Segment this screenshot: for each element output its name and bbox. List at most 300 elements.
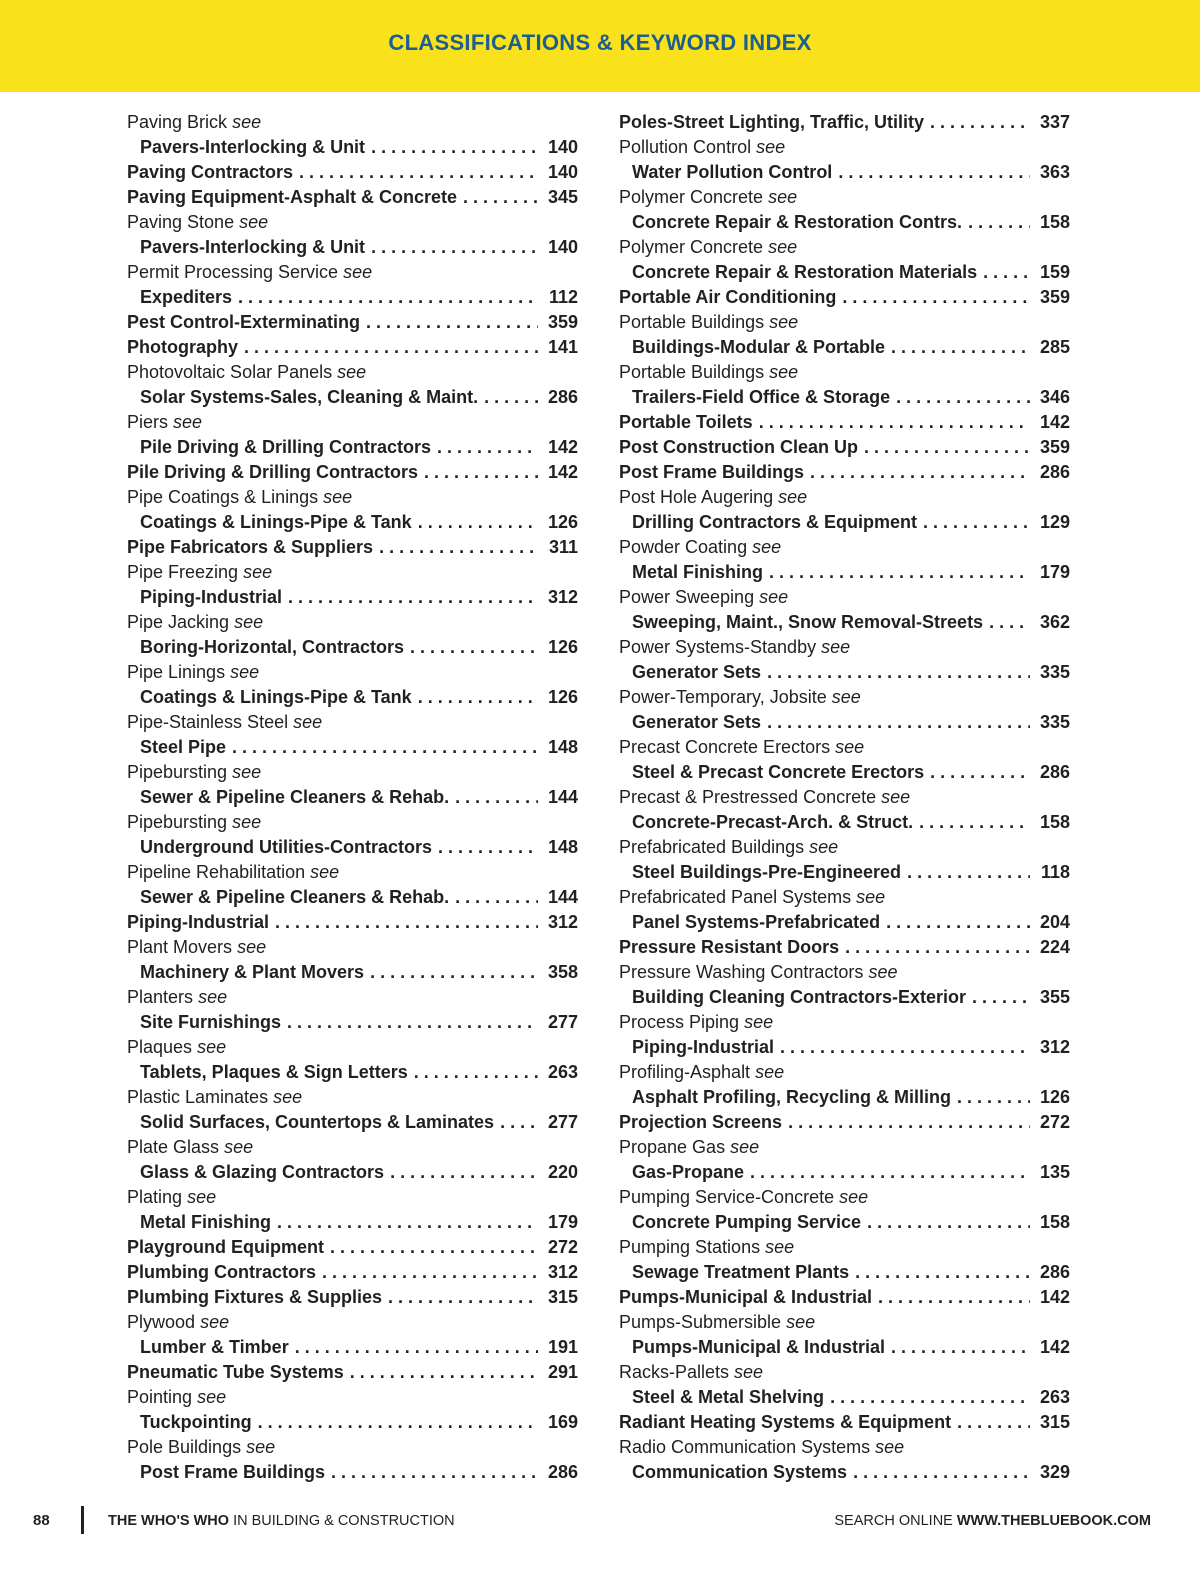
entry-name: Sewer & Pipeline Cleaners & Rehab. [140, 787, 450, 807]
dot-leader [891, 1335, 1030, 1360]
entry-page-number: 359 [547, 312, 578, 332]
entry-name: Pavers-Interlocking & Unit [140, 137, 366, 157]
entry-name: Communication Systems [632, 1462, 848, 1482]
reference-term: Portable Buildings [619, 312, 765, 332]
index-entry[interactable] [619, 510, 1070, 535]
index-entry[interactable] [127, 1235, 578, 1260]
index-entry[interactable] [619, 1160, 1070, 1185]
index-entry[interactable] [619, 210, 1070, 235]
index-entry[interactable] [619, 110, 1070, 135]
index-entry[interactable] [127, 460, 578, 485]
dot-leader [418, 685, 538, 710]
entry-name: Steel & Metal Shelving [632, 1387, 825, 1407]
entry-name: Sewer & Pipeline Cleaners & Rehab. [140, 887, 450, 907]
index-entry[interactable] [619, 710, 1070, 735]
index-entry[interactable] [127, 1460, 578, 1485]
entry-page-number: 142 [1039, 1337, 1070, 1357]
search-online [834, 1513, 1151, 1529]
dot-leader [867, 1210, 1030, 1235]
see-label: see [831, 687, 861, 707]
entry-name: Pneumatic Tube Systems [127, 1362, 344, 1382]
dot-leader [379, 535, 538, 560]
see-label: see [197, 1037, 227, 1057]
index-entry[interactable] [127, 910, 578, 935]
see-label: see [768, 237, 798, 257]
entry-page-number: 329 [1039, 1462, 1070, 1482]
index-entry[interactable] [619, 1460, 1070, 1485]
entry-page-number: 362 [1039, 612, 1070, 632]
see-reference [127, 860, 578, 885]
dot-leader [759, 410, 1030, 435]
index-entry[interactable] [619, 460, 1070, 485]
reference-term: Pollution Control [619, 137, 752, 157]
see-reference [619, 185, 1070, 210]
entry-page-number: 359 [1039, 437, 1070, 457]
index-entry[interactable] [619, 860, 1070, 885]
index-entry[interactable] [619, 335, 1070, 360]
entry-name: Radiant Heating Systems & Equipment [619, 1412, 952, 1432]
index-entry[interactable] [127, 535, 578, 560]
index-entry[interactable] [127, 1360, 578, 1385]
entry-page-number: 159 [1039, 262, 1070, 282]
reference-term: Power Sweeping [619, 587, 755, 607]
entry-page-number: 126 [547, 687, 578, 707]
index-entry[interactable] [619, 435, 1070, 460]
see-label: see [173, 412, 203, 432]
entry-page-number: 141 [547, 337, 578, 357]
index-entry[interactable] [127, 1335, 578, 1360]
see-label: see [744, 1012, 774, 1032]
entry-page-number: 148 [547, 837, 578, 857]
index-entry[interactable] [127, 785, 578, 810]
entry-page-number: 312 [547, 912, 578, 932]
see-reference [619, 1135, 1070, 1160]
see-reference [127, 660, 578, 685]
entry-page-number: 312 [1039, 1037, 1070, 1057]
dot-leader [366, 310, 538, 335]
entry-name: Piping-Industrial [140, 587, 282, 607]
index-entry[interactable] [127, 1410, 578, 1435]
reference-term: Process Piping [619, 1012, 740, 1032]
entry-page-number: 335 [1039, 662, 1070, 682]
see-reference [127, 210, 578, 235]
entry-name: Solid Surfaces, Countertops & Laminates [140, 1112, 495, 1132]
reference-term: Powder Coating [619, 537, 748, 557]
entry-name: Steel & Precast Concrete Erectors [632, 762, 925, 782]
entry-name: Trailers-Field Office & Storage [632, 387, 891, 407]
entry-name: Concrete Repair & Restoration Contrs. [632, 212, 963, 232]
see-label: see [237, 937, 267, 957]
index-entry[interactable] [619, 1085, 1070, 1110]
index-entry[interactable] [127, 385, 578, 410]
dot-leader [438, 835, 538, 860]
entry-page-number: 126 [547, 637, 578, 657]
entry-name: Paving Contractors [127, 162, 294, 182]
entry-name: Pumps-Municipal & Industrial [632, 1337, 886, 1357]
index-entry[interactable] [127, 185, 578, 210]
see-label: see [769, 312, 799, 332]
entry-name: Lumber & Timber [140, 1337, 289, 1357]
index-entry[interactable] [127, 735, 578, 760]
reference-term: Portable Buildings [619, 362, 765, 382]
entry-page-number: 129 [1039, 512, 1070, 532]
entry-page-number: 285 [1039, 337, 1070, 357]
dot-leader [424, 460, 538, 485]
entry-name: Post Frame Buildings [619, 462, 805, 482]
see-reference [127, 1085, 578, 1110]
reference-term: Paving Stone [127, 212, 235, 232]
entry-name: Steel Pipe [140, 737, 227, 757]
entry-page-number: 224 [1039, 937, 1070, 957]
entry-page-number: 142 [1039, 412, 1070, 432]
reference-term: Power Systems-Standby [619, 637, 817, 657]
dot-leader [350, 1360, 538, 1385]
see-reference [127, 610, 578, 635]
dot-leader [484, 385, 538, 410]
dot-leader [390, 1160, 538, 1185]
entry-name: Machinery & Plant Movers [140, 962, 365, 982]
index-entry[interactable] [619, 660, 1070, 685]
entry-page-number: 312 [547, 1262, 578, 1282]
dot-leader [437, 435, 538, 460]
dot-leader [388, 1285, 538, 1310]
dot-leader [842, 285, 1030, 310]
reference-term: Prefabricated Buildings [619, 837, 805, 857]
index-entry[interactable] [619, 560, 1070, 585]
dot-leader [972, 985, 1030, 1010]
see-reference [619, 685, 1070, 710]
dot-leader [923, 510, 1030, 535]
index-entry[interactable] [127, 960, 578, 985]
index-entry[interactable] [619, 1035, 1070, 1060]
index-entry[interactable] [127, 1210, 578, 1235]
index-entry[interactable] [619, 285, 1070, 310]
dot-leader [907, 860, 1030, 885]
index-entry[interactable] [619, 160, 1070, 185]
dot-leader [463, 185, 538, 210]
see-label: see [752, 537, 782, 557]
see-label: see [246, 1437, 276, 1457]
see-reference [619, 785, 1070, 810]
index-entry[interactable] [127, 310, 578, 335]
index-entry[interactable] [619, 610, 1070, 635]
reference-term: Post Hole Augering [619, 487, 774, 507]
dot-leader [418, 510, 538, 535]
see-label: see [809, 837, 839, 857]
index-entry[interactable] [127, 160, 578, 185]
entry-name: Drilling Contractors & Equipment [632, 512, 918, 532]
entry-name: Post Construction Clean Up [619, 437, 859, 457]
reference-term: Plywood [127, 1312, 196, 1332]
entry-name: Poles-Street Lighting, Traffic, Utility [619, 112, 925, 132]
entry-name: Building Cleaning Contractors-Exterior [632, 987, 967, 1007]
index-entry[interactable] [127, 685, 578, 710]
entry-name: Photography [127, 337, 238, 357]
entry-name: Paving Equipment-Asphalt & Concrete [127, 187, 458, 207]
see-reference [127, 760, 578, 785]
index-entry[interactable] [619, 760, 1070, 785]
entry-name: Tuckpointing [140, 1412, 252, 1432]
index-entry[interactable] [619, 1260, 1070, 1285]
dot-leader [878, 1285, 1030, 1310]
entry-name: Piping-Industrial [127, 912, 269, 932]
see-reference [619, 1310, 1070, 1335]
dot-leader [370, 960, 538, 985]
dot-leader [371, 135, 538, 160]
see-reference [619, 585, 1070, 610]
see-reference [127, 1385, 578, 1410]
reference-term: Polymer Concrete [619, 237, 764, 257]
entry-page-number: 346 [1039, 387, 1070, 407]
see-reference [619, 1360, 1070, 1385]
dot-leader [853, 1460, 1030, 1485]
entry-name: Concrete Pumping Service [632, 1212, 862, 1232]
see-reference [127, 985, 578, 1010]
dot-leader [968, 210, 1030, 235]
index-entry[interactable] [619, 985, 1070, 1010]
index-entry[interactable] [619, 1385, 1070, 1410]
reference-term: Precast & Prestressed Concrete [619, 787, 877, 807]
reference-term: Pressure Washing Contractors [619, 962, 864, 982]
dot-leader [983, 260, 1030, 285]
entry-page-number: 142 [1039, 1287, 1070, 1307]
dot-leader [767, 660, 1030, 685]
dot-leader [275, 910, 538, 935]
dot-leader [414, 1060, 538, 1085]
dot-leader [299, 160, 538, 185]
see-label: see [768, 187, 798, 207]
see-reference [127, 485, 578, 510]
see-reference [619, 1235, 1070, 1260]
index-entry[interactable] [127, 285, 578, 310]
entry-page-number: 220 [547, 1162, 578, 1182]
index-entry[interactable] [619, 260, 1070, 285]
see-reference [127, 110, 578, 135]
see-label: see [881, 787, 911, 807]
see-reference [619, 735, 1070, 760]
dot-leader [957, 1410, 1030, 1435]
reference-term: Radio Communication Systems [619, 1437, 871, 1457]
entry-page-number: 191 [547, 1337, 578, 1357]
index-entry[interactable] [619, 810, 1070, 835]
index-entry[interactable] [619, 1335, 1070, 1360]
see-reference [619, 1010, 1070, 1035]
entry-name: Piping-Industrial [632, 1037, 774, 1057]
index-entry[interactable] [127, 335, 578, 360]
see-label: see [232, 112, 262, 132]
see-reference [619, 360, 1070, 385]
index-entry[interactable] [619, 1410, 1070, 1435]
page-number: 88 [33, 1512, 50, 1529]
dot-leader [410, 635, 538, 660]
see-label: see [875, 1437, 905, 1457]
entry-page-number: 337 [1039, 112, 1070, 132]
page-footer [0, 1500, 1200, 1544]
dot-leader [295, 1335, 538, 1360]
entry-name: Buildings-Modular & Portable [632, 337, 886, 357]
index-entry[interactable] [127, 135, 578, 160]
entry-page-number: 272 [1039, 1112, 1070, 1132]
index-entry[interactable] [127, 1060, 578, 1085]
entry-name: Underground Utilities-Contractors [140, 837, 433, 857]
reference-term: Pumps-Submersible [619, 1312, 782, 1332]
entry-page-number: 363 [1039, 162, 1070, 182]
index-entry[interactable] [619, 1285, 1070, 1310]
dot-leader [277, 1210, 538, 1235]
dot-leader [750, 1160, 1030, 1185]
entry-name: Tablets, Plaques & Sign Letters [140, 1062, 408, 1082]
entry-name: Sweeping, Maint., Snow Removal-Streets [632, 612, 984, 632]
entry-name: Post Frame Buildings [140, 1462, 326, 1482]
index-entry[interactable] [127, 585, 578, 610]
reference-term: Precast Concrete Erectors [619, 737, 831, 757]
entry-page-number: 140 [547, 137, 578, 157]
dot-leader [891, 335, 1030, 360]
reference-term: Pumping Stations [619, 1237, 761, 1257]
entry-page-number: 286 [1039, 462, 1070, 482]
index-entry[interactable] [619, 1210, 1070, 1235]
index-entry[interactable] [127, 435, 578, 460]
entry-name: Portable Toilets [619, 412, 753, 432]
reference-term: Pipebursting [127, 762, 228, 782]
entry-name: Plumbing Contractors [127, 1262, 317, 1282]
entry-page-number: 142 [547, 437, 578, 457]
reference-term: Pipebursting [127, 812, 228, 832]
dot-leader [896, 385, 1030, 410]
dot-leader [838, 160, 1030, 185]
see-label: see [786, 1312, 816, 1332]
entry-page-number: 345 [547, 187, 578, 207]
see-label: see [868, 962, 898, 982]
see-reference [619, 635, 1070, 660]
index-entry[interactable] [127, 510, 578, 535]
index-entry[interactable] [127, 1160, 578, 1185]
reference-term: Propane Gas [619, 1137, 726, 1157]
entry-page-number: 291 [547, 1362, 578, 1382]
see-reference [127, 1135, 578, 1160]
entry-page-number: 142 [547, 462, 578, 482]
dot-leader [258, 1410, 538, 1435]
see-label: see [323, 487, 353, 507]
page-title: CLASSIFICATIONS & KEYWORD INDEX [388, 30, 812, 55]
dot-leader [238, 285, 538, 310]
index-entry[interactable] [619, 935, 1070, 960]
entry-page-number: 135 [1039, 1162, 1070, 1182]
see-reference [619, 310, 1070, 335]
entry-name: Metal Finishing [140, 1212, 272, 1232]
entry-page-number: 286 [1039, 762, 1070, 782]
see-label: see [756, 137, 786, 157]
index-entry[interactable] [127, 1260, 578, 1285]
see-label: see [273, 1087, 303, 1107]
entry-name: Boring-Horizontal, Contractors [140, 637, 404, 657]
reference-term: Power-Temporary, Jobsite [619, 687, 827, 707]
see-reference [127, 810, 578, 835]
entry-name: Glass & Glazing Contractors [140, 1162, 385, 1182]
index-entry[interactable] [127, 1010, 578, 1035]
publication-name-bold: THE WHO'S WHO [108, 1513, 230, 1529]
dot-leader [845, 935, 1030, 960]
see-label: see [337, 362, 367, 382]
index-entry[interactable] [127, 835, 578, 860]
see-reference [127, 360, 578, 385]
see-reference [619, 535, 1070, 560]
entry-page-number: 144 [547, 787, 578, 807]
index-entry[interactable] [619, 1110, 1070, 1135]
see-reference [127, 260, 578, 285]
entry-page-number: 126 [547, 512, 578, 532]
entry-page-number: 140 [547, 162, 578, 182]
dot-leader [244, 335, 538, 360]
header-banner [0, 0, 1200, 92]
search-url-link[interactable]: WWW.THEBLUEBOOK.COM [956, 1513, 1151, 1529]
see-reference [619, 235, 1070, 260]
dot-leader [232, 735, 538, 760]
see-reference [619, 1435, 1070, 1460]
search-label: SEARCH ONLINE [834, 1513, 953, 1529]
dot-leader [287, 1010, 538, 1035]
reference-term: Plating [127, 1187, 183, 1207]
index-entry[interactable] [127, 1110, 578, 1135]
see-reference [619, 135, 1070, 160]
see-label: see [856, 887, 886, 907]
entry-name: Projection Screens [619, 1112, 783, 1132]
see-reference [619, 485, 1070, 510]
reference-term: Pointing [127, 1387, 193, 1407]
index-entry[interactable] [619, 910, 1070, 935]
see-reference [619, 885, 1070, 910]
entry-name: Pest Control-Exterminating [127, 312, 361, 332]
index-entry[interactable] [619, 410, 1070, 435]
dot-leader [864, 435, 1030, 460]
see-reference [619, 960, 1070, 985]
dot-leader [830, 1385, 1030, 1410]
entry-page-number: 286 [547, 387, 578, 407]
entry-page-number: 118 [1040, 862, 1070, 882]
entry-name: Pressure Resistant Doors [619, 937, 840, 957]
entry-name: Coatings & Linings-Pipe & Tank [140, 512, 412, 532]
reference-term: Piers [127, 412, 169, 432]
dot-leader [371, 235, 538, 260]
see-label: see [198, 987, 228, 1007]
index-entry[interactable] [619, 385, 1070, 410]
entry-name: Asphalt Profiling, Recycling & Milling [632, 1087, 952, 1107]
see-label: see [234, 612, 264, 632]
entry-name: Pavers-Interlocking & Unit [140, 237, 366, 257]
index-entry[interactable] [127, 885, 578, 910]
index-entry[interactable] [127, 635, 578, 660]
see-label: see [200, 1312, 230, 1332]
see-reference [127, 1035, 578, 1060]
see-label: see [765, 1237, 795, 1257]
entry-name: Pipe Fabricators & Suppliers [127, 537, 374, 557]
entry-page-number: 335 [1039, 712, 1070, 732]
entry-page-number: 311 [548, 537, 578, 557]
index-entry[interactable] [127, 235, 578, 260]
index-column-left [127, 110, 578, 1485]
reference-term: Profiling-Asphalt [619, 1062, 751, 1082]
dot-leader [322, 1260, 538, 1285]
see-reference [127, 1185, 578, 1210]
see-reference [619, 835, 1070, 860]
index-entry[interactable] [127, 1285, 578, 1310]
see-reference [127, 560, 578, 585]
entry-name: Generator Sets [632, 712, 762, 732]
reference-term: Permit Processing Service [127, 262, 339, 282]
entry-page-number: 148 [547, 737, 578, 757]
reference-term: Planters [127, 987, 194, 1007]
entry-page-number: 140 [547, 237, 578, 257]
